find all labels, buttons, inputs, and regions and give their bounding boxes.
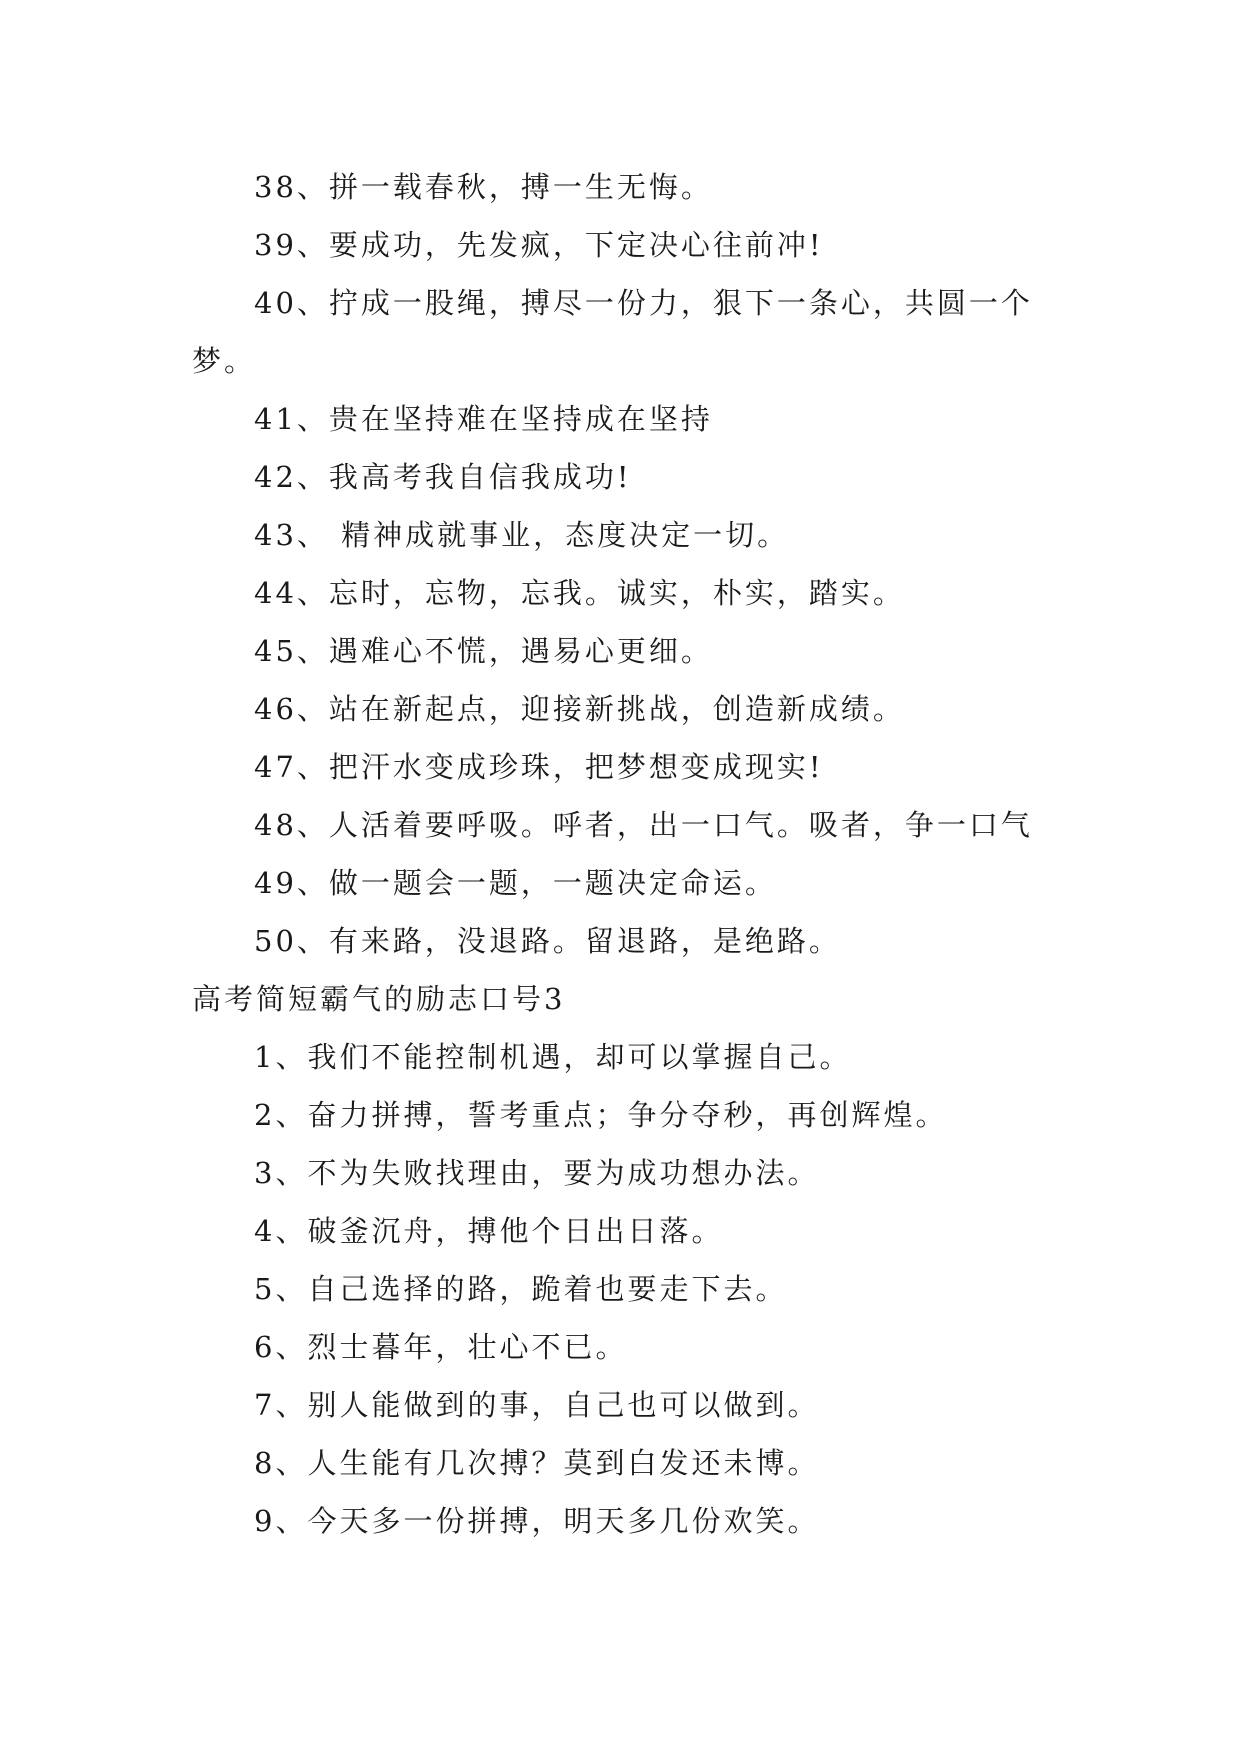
slogan-item: 8、人生能有几次搏？莫到白发还未博。 [254,1446,820,1480]
slogan-item: 42、我高考我自信我成功! [254,460,632,494]
slogan-item: 40、拧成一股绳，搏尽一份力，狠下一条心，共圆一个梦。 [192,286,1033,378]
slogan-item: 4、破釜沉舟，搏他个日出日落。 [254,1214,724,1248]
slogan-item: 44、忘时，忘物，忘我。诚实，朴实，踏实。 [254,576,905,610]
slogan-item: 50、有来路，没退路。留退路，是绝路。 [254,924,841,958]
slogan-item: 3、不为失败找理由，要为成功想办法。 [254,1156,820,1190]
slogan-item: 38、拼一载春秋，搏一生无悔。 [254,170,713,204]
slogan-item: 1、我们不能控制机遇，却可以掌握自己。 [254,1040,852,1074]
slogan-item: 43、 精神成就事业，态度决定一切。 [254,518,790,552]
slogan-item: 45、遇难心不慌，遇易心更细。 [254,634,713,668]
slogan-item: 46、站在新起点，迎接新挑战，创造新成绩。 [254,692,905,726]
slogan-item: 41、贵在坚持难在坚持成在坚持 [254,402,713,436]
slogan-item: 2、奋力拼搏，誓考重点；争分夺秒，再创辉煌。 [254,1098,948,1132]
slogan-item: 49、做一题会一题，一题决定命运。 [254,866,777,900]
section-heading: 高考简短霸气的励志口号3 [192,982,566,1016]
document-body [192,158,1052,1550]
slogan-item: 39、要成功，先发疯，下定决心往前冲! [254,228,824,262]
slogan-item: 9、今天多一份拼搏，明天多几份欢笑。 [254,1504,820,1538]
slogan-item: 47、把汗水变成珍珠，把梦想变成现实! [254,750,824,784]
slogan-item: 7、别人能做到的事，自己也可以做到。 [254,1388,820,1422]
slogan-item: 5、自己选择的路，跪着也要走下去。 [254,1272,788,1306]
slogan-item: 48、人活着要呼吸。呼者，出一口气。吸者，争一口气 [254,808,1033,842]
slogan-item: 6、烈士暮年，壮心不已。 [254,1330,628,1364]
